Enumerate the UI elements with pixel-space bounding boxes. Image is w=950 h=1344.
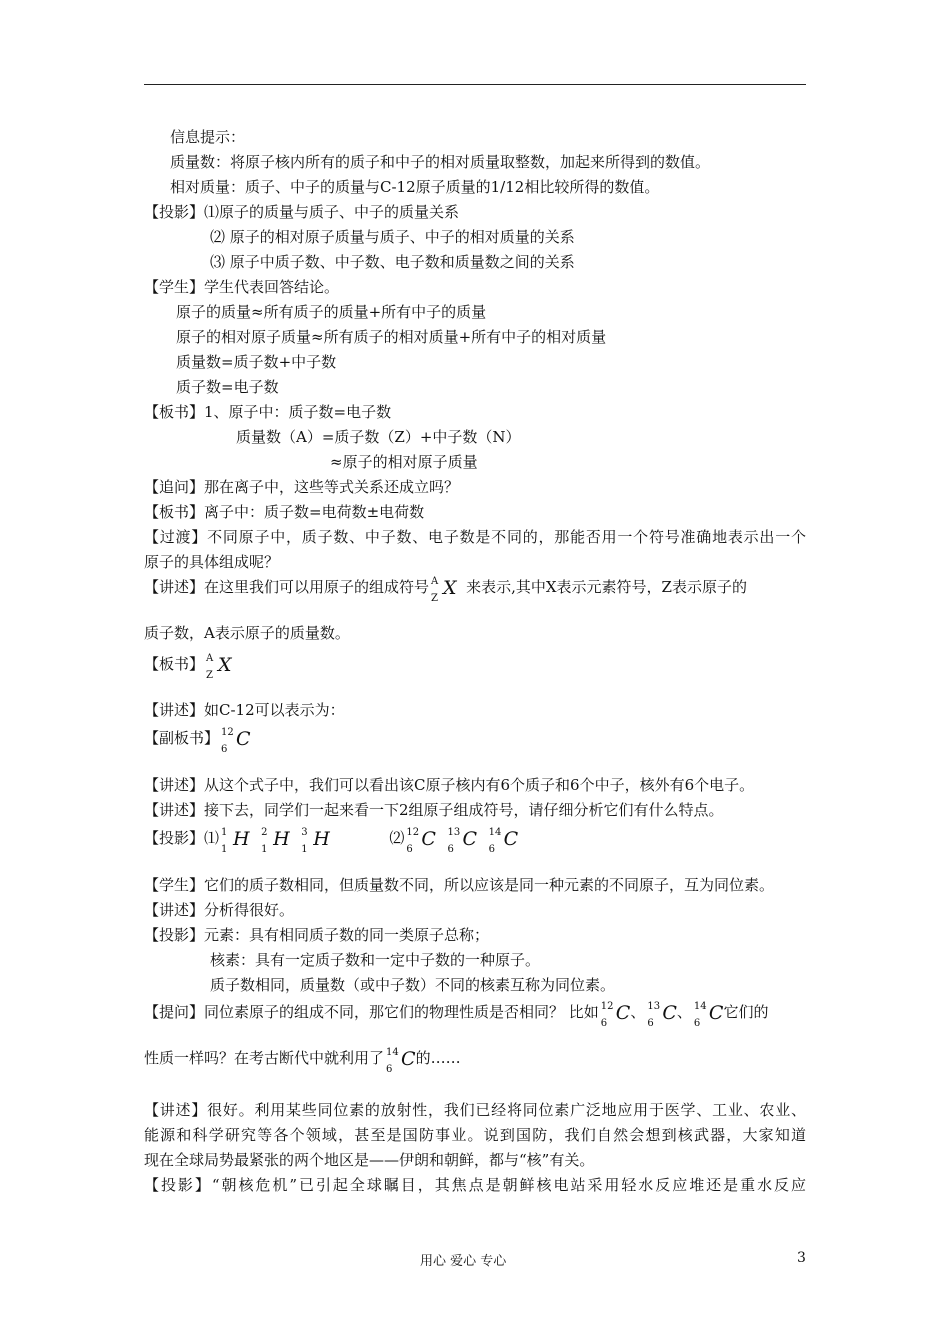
isotope-symbol: 14 6 C	[488, 827, 519, 855]
text-line: 【板书】离子中：质子数=电荷数±电荷数	[144, 503, 425, 521]
text-line: 【学生】它们的质子数相同，但质量数不同，所以应该是同一种元素的不同原子，互为同位素。	[144, 876, 775, 894]
text-line: 【讲述】接下去，同学们一起来看一下2组原子组成符号，请仔细分析它们有什么特点。	[144, 801, 724, 819]
text-line: 现在全球局势最紧张的两个地区是——伊朗和朝鲜，都与“核”有关。	[144, 1151, 595, 1169]
text-line: 【投影】“朝核危机”已引起全球瞩目，其焦点是朝鲜核电站采用轻水反应堆还是重水反应	[144, 1176, 806, 1194]
isotope-symbol: 12 6 C	[406, 827, 436, 855]
text-line: 【过渡】不同原子中，质子数、中子数、电子数是不同的，那能否用一个符号准确地表示出一个	[144, 528, 806, 546]
text-line: ⑶ 原子中质子数、中子数、电子数和质量数之间的关系	[210, 253, 575, 271]
text-line: ≈原子的相对原子质量	[330, 453, 478, 471]
text-line: 质子数，A表示原子的质量数。	[144, 624, 350, 642]
text-line: 【板书】1、原子中：质子数=电子数	[144, 403, 392, 421]
page-footer: 用心 爱心 专心	[420, 1254, 507, 1269]
text-line: 【副板书】 12 6 C	[144, 727, 251, 755]
text-line: 【投影】⑴原子的质量与质子、中子的质量关系	[144, 203, 460, 221]
text-line: ⑵ 原子的相对原子质量与质子、中子的相对质量的关系	[210, 228, 575, 246]
text-line: 性质一样吗？在考古断代中就利用了 14 6 C的……	[144, 1047, 461, 1075]
isotope-symbol: 13 6 C	[647, 1001, 677, 1029]
page-number: 3	[797, 1250, 806, 1266]
text-line: 【讲述】分析得很好。	[144, 901, 295, 919]
isotope-symbol: 2 1 H	[261, 827, 290, 855]
text-line: 【讲述】很好。利用某些同位素的放射性，我们已经将同位素广泛地应用于医学、工业、农业、	[144, 1101, 806, 1119]
text-line: 质量数（A）=质子数（Z）+中子数（N）	[236, 428, 521, 446]
text-line: 信息提示：	[170, 128, 246, 146]
isotope-symbol: 14 6 C	[693, 1001, 724, 1029]
text-line: 【提问】同位素原子的组成不同，那它们的物理性质是否相同？ 比如 12 6 C、 13 6 C、 14 6 C它们的	[144, 1001, 769, 1029]
text-line: 质子数=电子数	[176, 378, 279, 396]
isotope-symbol: 14 6 C	[386, 1047, 416, 1075]
text-line: 【追问】那在离子中，这些等式关系还成立吗？	[144, 478, 460, 496]
text-line: 质量数：将原子核内所有的质子和中子的相对质量取整数，加起来所得到的数值。	[170, 153, 711, 171]
text-line: 相对质量：质子、中子的质量与C-12原子质量的1/12相比较所得的数值。	[170, 178, 660, 196]
text-line: 核素：具有一定质子数和一定中子数的一种原子。	[210, 951, 541, 969]
isotope-symbol: 12 6 C	[221, 727, 251, 755]
text-line: 能源和科学研究等各个领域，甚至是国防事业。说到国防，我们自然会想到核武器，大家知道	[144, 1126, 806, 1144]
isotope-symbol: 12 6 C	[600, 1001, 631, 1029]
header-rule	[144, 84, 806, 85]
text-line: 质子数相同，质量数（或中子数）不同的核素互称为同位素。	[210, 976, 616, 994]
text-line: 【讲述】如C-12可以表示为：	[144, 701, 345, 719]
isotope-symbol: A Z X	[431, 576, 457, 604]
text-line: 【讲述】在这里我们可以用原子的组成符号 A Z X 来表示,其中X表示元素符号，Z表示原子的	[144, 576, 747, 604]
isotope-symbol: 1 1 H	[221, 827, 250, 855]
text-line: 原子的具体组成呢？	[144, 553, 280, 571]
text-line: 【投影】⑴ 1 1 H 2 1 H 3 1 H ⑵ 12 6 C 13 6 C 14 6 C	[144, 827, 519, 855]
text-line: 【投影】元素：具有相同质子数的同一类原子总称；	[144, 926, 490, 944]
text-line: 【学生】学生代表回答结论。	[144, 278, 340, 296]
isotope-symbol: A Z X	[206, 653, 232, 681]
text-line: 【讲述】从这个式子中，我们可以看出该C原子核内有6个质子和6个中子，核外有6个电子。	[144, 776, 755, 794]
text-line: 原子的质量≈所有质子的质量+所有中子的质量	[176, 303, 487, 321]
text-line: 原子的相对原子质量≈所有质子的相对质量+所有中子的相对质量	[176, 328, 607, 346]
isotope-symbol: 3 1 H	[301, 827, 330, 855]
text-line: 【板书】 A Z X	[144, 653, 232, 681]
isotope-symbol: 13 6 C	[447, 827, 478, 855]
text-line: 质量数=质子数+中子数	[176, 353, 337, 371]
